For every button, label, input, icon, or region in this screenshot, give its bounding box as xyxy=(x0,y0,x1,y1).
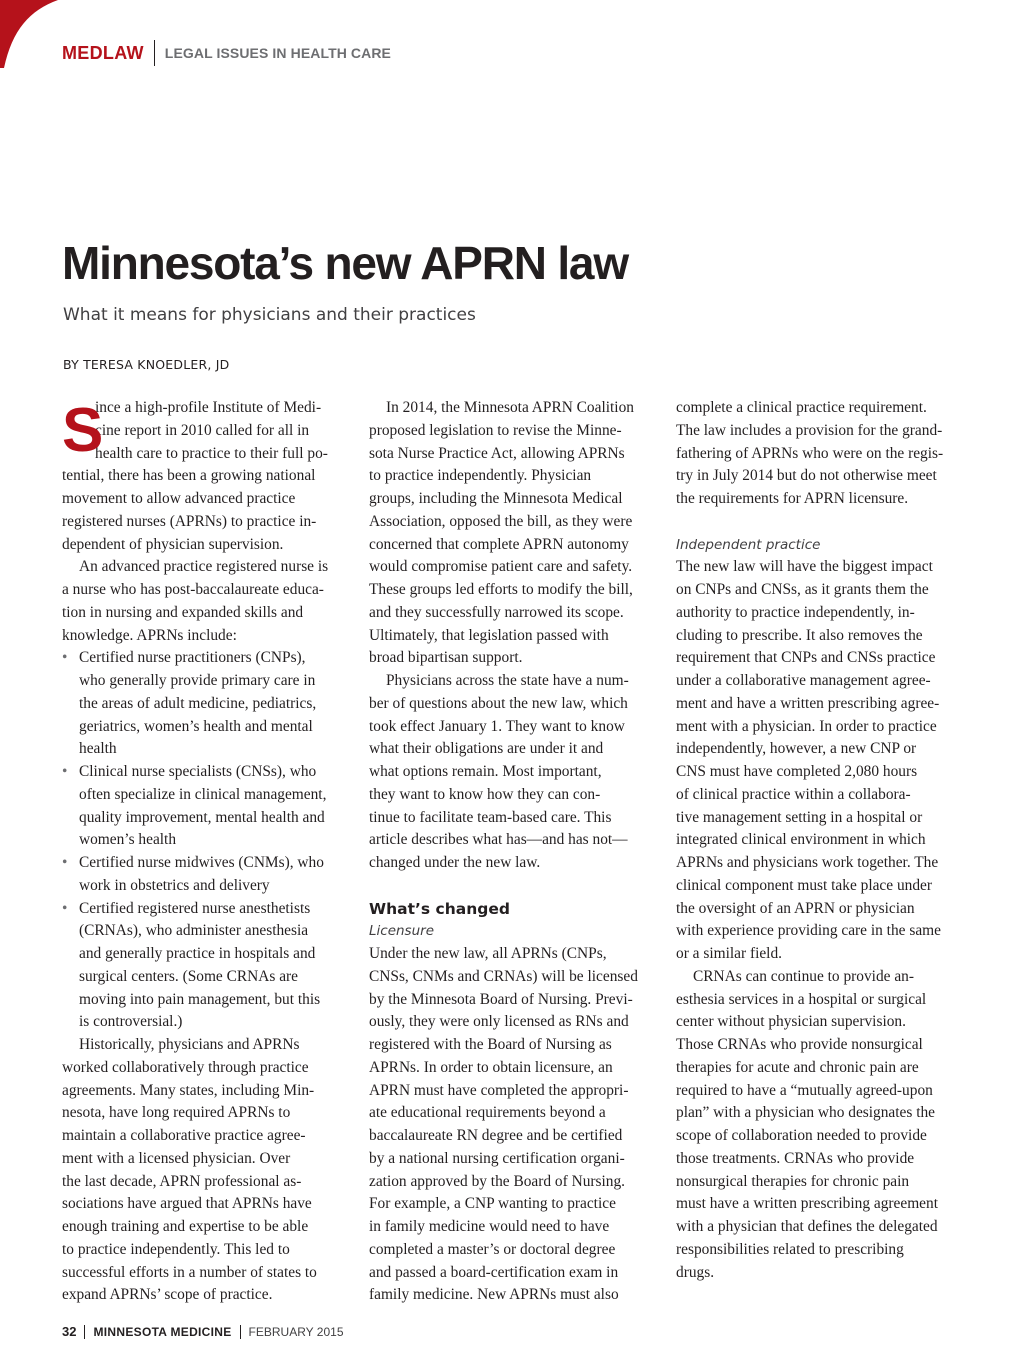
bullet-item xyxy=(62,852,352,898)
text-line: groups, including the Minnesota Medical xyxy=(369,490,623,507)
text-line: with experience providing care in the same xyxy=(676,922,941,940)
text-line: or a similar field. xyxy=(676,945,782,962)
text-line: by the Minnesota Board of Nursing. Previ- xyxy=(369,990,633,1008)
text-line: successful efforts in a number of states to xyxy=(62,1263,317,1281)
article-subtitle: What it means for physicians and their practices xyxy=(63,305,476,325)
text-line: moving into pain management, but this xyxy=(79,990,321,1008)
text-line: Ultimately, that legislation passed with xyxy=(369,626,609,644)
subsection-heading: Independent practice xyxy=(676,536,821,553)
bullet-icon: • xyxy=(62,649,68,667)
text-line: work in obstetrics and delivery xyxy=(79,876,270,894)
text-line: tential, there has been a growing national xyxy=(62,467,316,485)
text-line: drugs. xyxy=(676,1263,715,1281)
text-line: is controversial.) xyxy=(79,1013,183,1031)
text-line: quality improvement, mental health and xyxy=(79,808,325,826)
text-line: responsibilities related to prescribing xyxy=(676,1240,904,1258)
text-line: what their obligations are under it and xyxy=(369,740,604,758)
text-line: APRN must have completed the appropri- xyxy=(369,1081,629,1099)
bullet-icon: • xyxy=(62,899,68,917)
text-line: sota Nurse Practice Act, allowing APRNs xyxy=(369,444,625,462)
text-line: often specialize in clinical management, xyxy=(79,785,327,803)
text-line: tion in nursing and expanded skills and xyxy=(62,603,304,621)
text-line: concerned that complete APRN autonomy xyxy=(369,535,629,553)
text-line: CNS must have completed 2,080 hours xyxy=(676,763,918,780)
text-line: plan” with a physician who designates the xyxy=(676,1104,936,1122)
text-line: dependent of physician supervision. xyxy=(62,535,284,553)
text-line: of clinical practice within a collabora- xyxy=(676,785,911,803)
text-line: authority to practice independently, in- xyxy=(676,603,915,621)
text-line: scope of collaboration needed to provide xyxy=(676,1127,927,1144)
text-line: worked collaboratively through practice xyxy=(62,1058,309,1076)
text-line: tinue to facilitate team-based care. This xyxy=(369,808,612,826)
text-line: baccalaureate RN degree and be certified xyxy=(369,1127,623,1144)
text-line: center without physician supervision. xyxy=(676,1013,906,1031)
text-line: For example, a CNP wanting to practice xyxy=(369,1195,616,1213)
text-line: Historically, physicians and APRNs xyxy=(79,1036,300,1053)
subsection-heading: Licensure xyxy=(369,923,435,940)
text-line: expand APRNs’ scope of practice. xyxy=(62,1286,273,1304)
text-line: geriatrics, women’s health and mental xyxy=(79,717,313,735)
text-line: proposed legislation to revise the Minne- xyxy=(369,421,622,439)
text-line: those treatments. CRNAs who provide xyxy=(676,1149,915,1167)
text-line: completed a master’s or doctoral degree xyxy=(369,1240,616,1258)
text-line: therapies for acute and chronic pain are xyxy=(676,1058,919,1076)
text-line: the areas of adult medicine, pediatrics, xyxy=(79,694,317,712)
text-line: what options remain. Most important, xyxy=(369,763,602,780)
text-line: Certified registered nurse anesthetists xyxy=(79,899,311,917)
text-line: the last decade, APRN professional as- xyxy=(62,1172,302,1190)
column-3 xyxy=(676,397,968,1284)
text-line: by a national nursing certification organi- xyxy=(369,1149,625,1167)
footer-divider xyxy=(84,1325,85,1339)
text-line: they want to know how they can con- xyxy=(369,785,601,803)
text-line: clinical component must take place under xyxy=(676,876,932,894)
text-line: family medicine. New APRNs must also xyxy=(369,1286,619,1304)
bullet-item xyxy=(62,898,352,1035)
footer-divider xyxy=(240,1325,241,1339)
text-line: The law includes a provision for the grand- xyxy=(676,421,943,439)
text-line: APRNs. In order to obtain licensure, an xyxy=(369,1058,613,1076)
text-line: try in July 2014 but do not otherwise meet xyxy=(676,467,937,485)
text-line: enough training and expertise to be able xyxy=(62,1218,309,1235)
paragraph xyxy=(676,966,968,1285)
paragraph xyxy=(62,556,352,647)
text-line: In 2014, the Minnesota APRN Coalition xyxy=(386,399,634,416)
text-line: registered nurses (APRNs) to practice in- xyxy=(62,512,317,530)
text-line: the requirements for APRN licensure. xyxy=(676,490,909,507)
text-line: registered with the Board of Nursing as xyxy=(369,1036,612,1053)
section-brand: MEDLAW xyxy=(62,42,144,63)
text-line: independently, however, a new CNP or xyxy=(676,740,917,758)
paragraph xyxy=(369,670,661,875)
text-line: changed under the new law. xyxy=(369,854,541,871)
opening-paragraph xyxy=(62,397,352,556)
text-line: The new law will have the biggest impact xyxy=(676,558,933,576)
text-line: health xyxy=(79,740,117,758)
spacer xyxy=(369,875,661,898)
text-line: and generally practice in hospitals and xyxy=(79,945,316,962)
text-line: CNSs, CNMs and CRNAs) will be licensed xyxy=(369,967,638,985)
text-line: Association, opposed the bill, as they were xyxy=(369,512,633,530)
text-line: Under the new law, all APRNs (CNPs, xyxy=(369,945,607,962)
text-line: ment with a licensed physician. Over xyxy=(62,1149,291,1167)
text-line: must have a written prescribing agreement xyxy=(676,1195,938,1213)
text-line: fathering of APRNs who were on the regis- xyxy=(676,444,944,462)
text-line: movement to allow advanced practice xyxy=(62,490,296,507)
page-header xyxy=(62,40,391,66)
text-line: requirement that CNPs and CNSs practice xyxy=(676,649,936,667)
text-line: required to have a “mutually agreed-upon xyxy=(676,1081,933,1099)
text-line: esthesia services in a hospital or surgical xyxy=(676,990,927,1008)
text-line: in family medicine would need to have xyxy=(369,1218,610,1235)
text-line: Those CRNAs who provide nonsurgical xyxy=(676,1036,923,1053)
text-line: Certified nurse midwives (CNMs), who xyxy=(79,854,324,871)
bullet-icon: • xyxy=(62,763,68,780)
text-line: cine report in 2010 called for all in xyxy=(95,421,310,439)
spacer xyxy=(676,511,968,534)
text-line: sociations have argued that APRNs have xyxy=(62,1195,312,1213)
text-line: APRNs and physicians work together. The xyxy=(676,854,939,871)
section-label: LEGAL ISSUES IN HEALTH CARE xyxy=(164,45,391,61)
text-line: surgical centers. (Some CRNAs are xyxy=(79,967,298,985)
text-line: who generally provide primary care in xyxy=(79,672,316,689)
text-line: ment and have a written prescribing agree- xyxy=(676,694,940,712)
text-line: nonsurgical therapies for chronic pain xyxy=(676,1172,910,1190)
text-line: CRNAs can continue to provide an- xyxy=(693,967,914,985)
text-line: agreements. Many states, including Min- xyxy=(62,1081,315,1099)
text-line: ber of questions about the new law, which xyxy=(369,694,628,712)
article-byline: BY TERESA KNOEDLER, JD xyxy=(63,357,230,372)
text-line: maintain a collaborative practice agree- xyxy=(62,1127,306,1144)
text-line: under a collaborative management agree- xyxy=(676,672,931,689)
text-line: knowledge. APRNs include: xyxy=(62,626,237,644)
header-divider xyxy=(154,40,155,66)
text-line: Physicians across the state have a num- xyxy=(386,672,629,689)
text-line: Certified nurse practitioners (CNPs), xyxy=(79,649,306,667)
paragraph xyxy=(62,1034,352,1307)
text-line: to practice independently. Physician xyxy=(369,467,592,485)
magazine-name: MINNESOTA MEDICINE xyxy=(93,1324,232,1339)
text-line: zation approved by the Board of Nursing. xyxy=(369,1172,626,1190)
text-line: and they successfully narrowed its scope. xyxy=(369,603,624,621)
bullet-item xyxy=(62,647,352,761)
text-line: (CRNAs), who administer anesthesia xyxy=(79,922,309,940)
article-title: Minnesota’s new APRN law xyxy=(62,237,628,289)
text-line: complete a clinical practice requirement. xyxy=(676,399,927,416)
paragraph xyxy=(676,556,968,966)
text-line: These groups led efforts to modify the bill, xyxy=(369,581,633,598)
text-line: article describes what has—and has not— xyxy=(369,831,628,849)
paragraph xyxy=(369,943,661,1307)
text-line: on CNPs and CNSs, as it grants them the xyxy=(676,581,929,598)
text-line: health care to practice to their full po- xyxy=(95,444,328,462)
text-line: a nurse who has post-baccalaureate educa- xyxy=(62,581,324,598)
issue-date: FEBRUARY 2015 xyxy=(248,1324,344,1339)
text-line: ince a high-profile Institute of Medi- xyxy=(95,399,322,416)
text-line: took effect January 1. They want to know xyxy=(369,717,625,735)
section-heading: What’s changed xyxy=(369,899,510,918)
text-line: broad bipartisan support. xyxy=(369,649,523,667)
paragraph xyxy=(676,397,968,511)
bullet-icon: • xyxy=(62,854,68,871)
text-line: ously, they were only licensed as RNs and xyxy=(369,1013,629,1031)
text-line: tive management setting in a hospital or xyxy=(676,808,923,826)
text-line: ment with a physician. In order to practice xyxy=(676,717,937,735)
drop-cap: S xyxy=(62,396,104,465)
text-line: with a physician that defines the delegated xyxy=(676,1218,938,1235)
page-footer xyxy=(62,1324,344,1339)
text-line: integrated clinical environment in which xyxy=(676,831,926,849)
bullet-item xyxy=(62,761,352,852)
text-line: women’s health xyxy=(79,831,177,849)
text-line: nesota, have long required APRNs to xyxy=(62,1104,291,1122)
text-line: An advanced practice registered nurse is xyxy=(79,558,329,576)
text-line: cluding to prescribe. It also removes the xyxy=(676,626,923,644)
text-line: Clinical nurse specialists (CNSs), who xyxy=(79,763,317,780)
text-line: would compromise patient care and safety. xyxy=(369,558,633,576)
column-2 xyxy=(369,397,661,1307)
text-line: ate educational requirements beyond a xyxy=(369,1104,606,1122)
text-line: to practice independently. This led to xyxy=(62,1240,290,1258)
text-line: and passed a board-certification exam in xyxy=(369,1263,619,1281)
text-line: the oversight of an APRN or physician xyxy=(676,899,915,917)
column-1 xyxy=(62,397,352,1307)
page-number: 32 xyxy=(62,1324,77,1339)
paragraph xyxy=(369,397,661,670)
